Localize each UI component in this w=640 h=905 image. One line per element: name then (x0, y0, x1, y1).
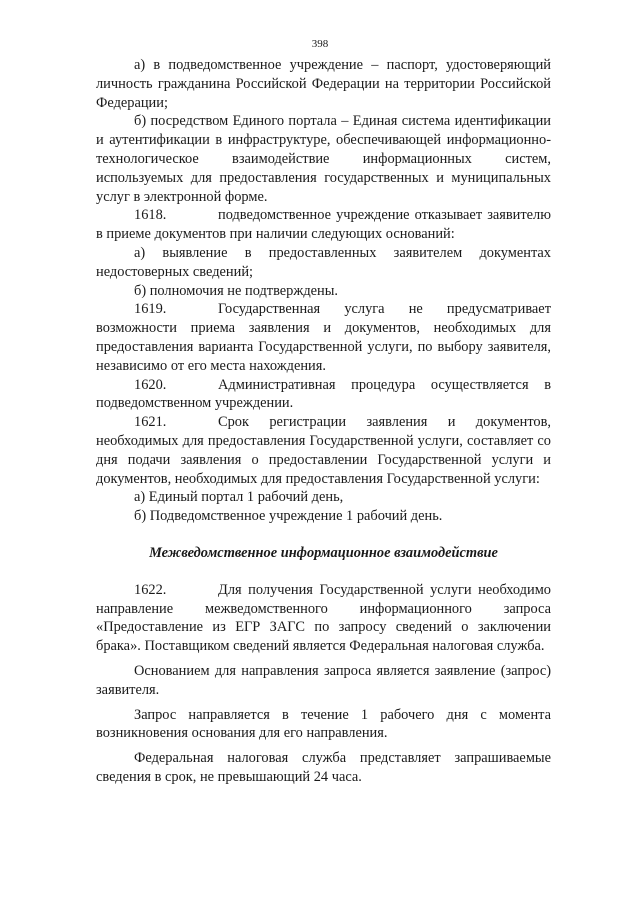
paragraph-request-timing: Запрос направляется в течение 1 рабочего дня с момента возникновения основания для его направления. (96, 706, 551, 742)
paragraph-reason-b: б) полномочия не подтверждены. (134, 282, 338, 299)
paragraph-1620 (96, 376, 551, 414)
clause-text: Административная процедура осуществляется в подведомственном учреждении. (96, 376, 551, 412)
paragraph-response-timing: Федеральная налоговая служба представляет запрашиваемые сведения в срок, не превышающий 24 часа. (96, 750, 551, 785)
paragraph-term-a: а) Единый портал 1 рабочий день, (134, 489, 344, 506)
paragraph-1621 (96, 413, 551, 488)
clause-text: Срок регистрации заявления и документов, необходимых для предоставления Государственной услуги, составляет со дня подачи заявления о предоставлении Государственной услуги и документов, необходимых для предоставления Государственной услуги: (96, 414, 551, 487)
clause-number: 1622. (134, 581, 167, 598)
clause-number: 1620. (134, 376, 167, 393)
section-heading: Межведомственное информационное взаимодействие (149, 544, 498, 561)
paragraph-item-a-passport: а) в подведомственное учреждение – паспорт, удостоверяющий личность гражданина Российской Федерации на территории Российской Федерации; (96, 57, 551, 111)
document-body (96, 56, 551, 787)
clause-text: Для получения Государственной услуги необходимо направление межведомственного информационного запроса «Предоставление из ЕГР ЗАГС по запросу сведений о заключении брака». Поставщиком сведений является Федеральная налоговая служба. (96, 581, 551, 655)
page-number: 398 (311, 38, 329, 50)
clause-number: 1621. (134, 414, 167, 431)
clause-text: подведомственное учреждение отказывает заявителю в приеме документов при наличии следующих оснований: (96, 207, 551, 243)
paragraph-term-b: б) Подведомственное учреждение 1 рабочий день. (134, 508, 443, 525)
clause-number: 1619. (134, 301, 167, 318)
paragraph-1622 (96, 581, 551, 656)
paragraph-reason-a: а) выявление в предоставленных заявителем документах недостоверных сведений; (96, 244, 551, 280)
paragraph-1619 (96, 300, 551, 375)
clause-number: 1618. (134, 207, 167, 224)
paragraph-request-basis: Основанием для направления запроса является заявление (запрос) заявителя. (96, 662, 551, 698)
paragraph-item-b-portal: б) посредством Единого портала – Единая система идентификации и аутентификации в инфраструктуре, обеспечивающей информационно-технологическое взаимодействие информационных систем, используемых для предоставления государственных и муниципальных услуг в электронной форме. (96, 113, 551, 205)
clause-text: Государственная услуга не предусматривает возможности приема заявления и документов, необходимых для предоставления варианта Государственной услуги, по выбору заявителя, независимо от его места нахождения. (96, 301, 551, 374)
paragraph-1618 (96, 206, 551, 244)
